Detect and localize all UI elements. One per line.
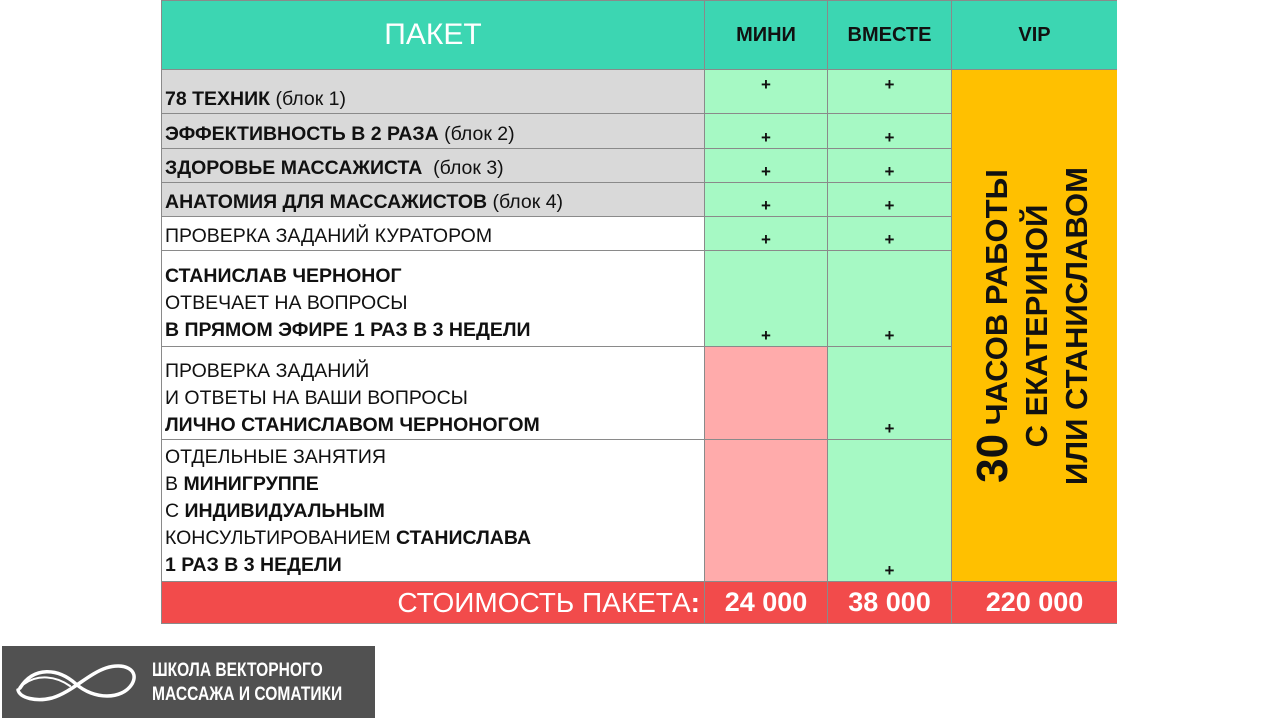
mini-cell-personal-check (705, 347, 828, 440)
cost-label-colon: : (690, 586, 700, 618)
row-label-line: И ОТВЕТЫ НА ВАШИ ВОПРОСЫ (165, 387, 468, 409)
row-label-line: ЛИЧНО СТАНИСЛАВОМ ЧЕРНОНОГОМ (165, 414, 540, 436)
mini-cell-block-1 (705, 70, 828, 114)
included-mark: + (761, 196, 771, 215)
row-label-live-qa (162, 251, 705, 347)
mini-cell-minigroup (705, 440, 828, 582)
vip-line: ИЛИ СТАНИСЛАВОМ (1058, 166, 1094, 485)
cost-label-text: СТОИМОСТЬ ПАКЕТА (397, 586, 691, 618)
row-label-normal: (блок 4) (487, 191, 564, 213)
row-label-bold: ЗДОРОВЬЕ МАССАЖИСТА (165, 157, 423, 179)
included-mark: + (884, 326, 895, 345)
row-label-part: ИНДИВИДУАЛЬНЫМ (184, 500, 385, 522)
row-label-line: В ПРЯМОМ ЭФИРЕ 1 РАЗ В 3 НЕДЕЛИ (165, 319, 531, 341)
together-cell-block-1 (828, 70, 952, 114)
cost-label (162, 582, 705, 623)
included-mark: + (761, 230, 771, 249)
mini-cell-live-qa (705, 251, 828, 347)
header-together: ВМЕСТЕ (828, 1, 952, 70)
row-label-bold: АНАТОМИЯ ДЛЯ МАССАЖИСТОВ (165, 191, 488, 213)
together-cell-minigroup (828, 440, 952, 582)
logo-line: МАССАЖА И СОМАТИКИ (152, 684, 343, 705)
vip-description (967, 66, 1097, 586)
row-label-normal: (блок 2) (438, 123, 515, 145)
row-label-line: ОТВЕЧАЕТ НА ВОПРОСЫ (165, 292, 408, 314)
cost-together: 38 000 (828, 582, 952, 623)
mini-cell-block-4 (705, 183, 828, 217)
included-mark: + (761, 128, 771, 147)
cost-vip: 220 000 (952, 582, 1117, 623)
included-mark: + (761, 75, 771, 94)
row-label-line: ПРОВЕРКА ЗАДАНИЙ (165, 360, 370, 382)
included-mark: + (761, 162, 771, 181)
row-label-part: В (165, 473, 184, 495)
together-cell-curator-check (828, 217, 952, 251)
row-label-curator-check (162, 217, 705, 251)
row-label-block-3 (162, 149, 705, 183)
row-label-normal: (блок 3) (422, 157, 504, 179)
logo-line: ШКОЛА ВЕКТОРНОГО (152, 660, 323, 681)
school-logo (2, 646, 375, 718)
mini-cell-curator-check (705, 217, 828, 251)
row-label-minigroup (162, 440, 705, 582)
included-mark: + (884, 419, 895, 438)
row-label-line: СТАНИСЛАВ ЧЕРНОНОГ (165, 265, 402, 287)
row-label-block-2 (162, 114, 705, 149)
mini-cell-block-2 (705, 114, 828, 149)
header-vip: VIP (952, 1, 1117, 70)
package-table (161, 0, 1117, 624)
row-label-bold: 78 ТЕХНИК (165, 88, 271, 110)
infinity-logo-icon (14, 654, 144, 710)
included-mark: + (884, 230, 895, 249)
header-package: ПАКЕТ (162, 1, 705, 70)
included-mark: + (884, 162, 895, 181)
included-mark: + (884, 196, 895, 215)
row-label-bold: ЭФФЕКТИВНОСТЬ В 2 РАЗА (165, 123, 439, 145)
header-mini: МИНИ (705, 1, 828, 70)
included-mark: + (884, 128, 895, 147)
row-label-line: 1 РАЗ В 3 НЕДЕЛИ (165, 554, 342, 576)
included-mark: + (761, 326, 771, 345)
together-cell-block-4 (828, 183, 952, 217)
together-cell-block-3 (828, 149, 952, 183)
row-label-text: ПРОВЕРКА ЗАДАНИЙ КУРАТОРОМ (165, 225, 493, 247)
vip-cell (952, 70, 1117, 582)
together-cell-live-qa (828, 251, 952, 347)
row-label-block-4 (162, 183, 705, 217)
included-mark: + (884, 561, 895, 580)
row-label-part: КОНСУЛЬТИРОВАНИЕМ (165, 527, 397, 549)
row-label-normal: (блок 1) (270, 88, 346, 110)
cost-mini: 24 000 (705, 582, 828, 623)
together-cell-block-2 (828, 114, 952, 149)
vip-line: ЧАСОВ РАБОТЫ (978, 168, 1014, 434)
included-mark: + (884, 75, 895, 94)
row-label-part: СТАНИСЛАВА (396, 527, 532, 549)
row-label-block-1 (162, 70, 705, 114)
mini-cell-block-3 (705, 149, 828, 183)
row-label-line: ОТДЕЛЬНЫЕ ЗАНЯТИЯ (165, 446, 386, 468)
row-label-personal-check (162, 347, 705, 440)
logo-text (152, 659, 342, 707)
together-cell-personal-check (828, 347, 952, 440)
vip-line: С ЕКАТЕРИНОЙ (1018, 204, 1054, 447)
row-label-part: МИНИГРУППЕ (183, 473, 319, 495)
row-label-part: С (165, 500, 185, 522)
vip-hours-number: 30 (967, 433, 1017, 483)
